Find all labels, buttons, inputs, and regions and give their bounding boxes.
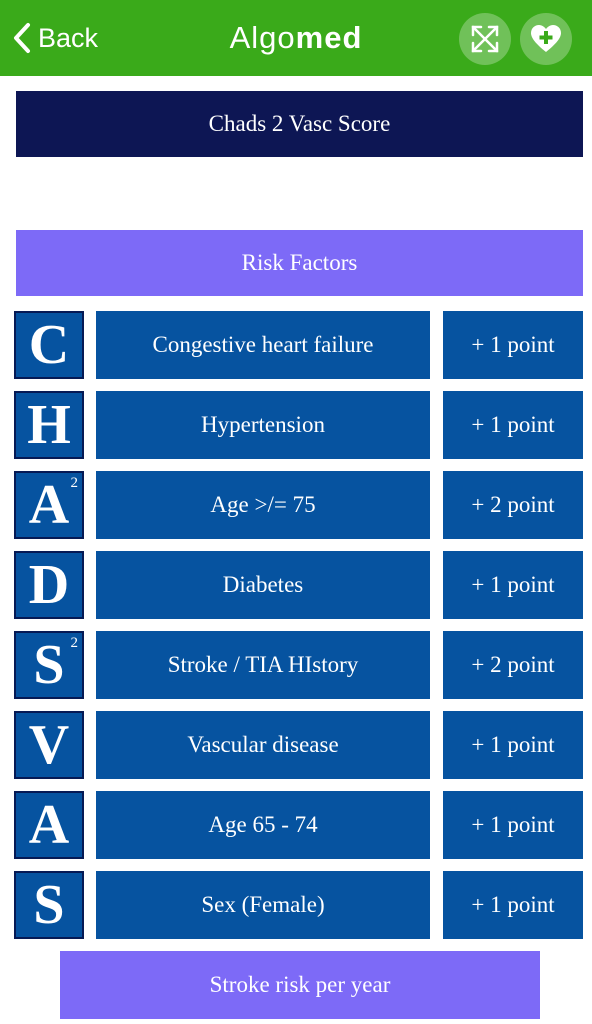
back-label: Back: [38, 22, 99, 53]
factor-button[interactable]: Age 65 - 74: [96, 791, 430, 859]
letter-text: D: [28, 554, 70, 616]
risk-row-hypertension: [0, 391, 592, 459]
letter-text: C: [28, 314, 70, 376]
letter-badge: [14, 631, 84, 699]
risk-row-diabetes: [0, 551, 592, 619]
letter-superscript: 2: [70, 635, 78, 651]
letter-badge: [14, 871, 84, 939]
letter-text: V: [28, 714, 70, 776]
risk-row-vascular-disease: [0, 711, 592, 779]
points-label: + 1 point: [443, 311, 583, 379]
chevron-left-icon: [12, 22, 32, 54]
letter-badge: [14, 791, 84, 859]
points-label: + 1 point: [443, 711, 583, 779]
points-label: + 2 point: [443, 471, 583, 539]
letter-badge: [14, 311, 84, 379]
points-label: + 1 point: [443, 391, 583, 459]
letter-text: H: [27, 394, 71, 456]
risk-row-sex-female: [0, 871, 592, 939]
factor-button[interactable]: Sex (Female): [96, 871, 430, 939]
brand-light: Algo: [229, 20, 296, 55]
brand-bold: med: [295, 20, 363, 55]
heart-plus-icon: [530, 24, 562, 54]
factor-button[interactable]: Stroke / TIA HIstory: [96, 631, 430, 699]
points-label: + 1 point: [443, 551, 583, 619]
risk-row-age-65-74: [0, 791, 592, 859]
risk-row-stroke-tia: [0, 631, 592, 699]
factor-button[interactable]: Hypertension: [96, 391, 430, 459]
factor-button[interactable]: Age >/= 75: [96, 471, 430, 539]
top-bar: [0, 0, 592, 76]
letter-text: A: [28, 474, 70, 536]
favorite-button[interactable]: [520, 13, 572, 65]
points-label: + 1 point: [443, 871, 583, 939]
letter-text: S: [33, 634, 65, 696]
letter-text: A: [28, 794, 70, 856]
points-label: + 1 point: [443, 791, 583, 859]
expand-button[interactable]: [459, 13, 511, 65]
risk-factors-header: Risk Factors: [16, 230, 583, 296]
page-title: Chads 2 Vasc Score: [16, 91, 583, 157]
risk-row-congestive-heart-failure: [0, 311, 592, 379]
letter-text: S: [33, 874, 65, 936]
letter-badge: [14, 391, 84, 459]
letter-badge: [14, 551, 84, 619]
points-label: + 2 point: [443, 631, 583, 699]
factor-button[interactable]: Congestive heart failure: [96, 311, 430, 379]
letter-badge: [14, 711, 84, 779]
letter-badge: [14, 471, 84, 539]
factor-button[interactable]: Vascular disease: [96, 711, 430, 779]
risk-row-age-75: [0, 471, 592, 539]
letter-superscript: 2: [70, 475, 78, 491]
factor-button[interactable]: Diabetes: [96, 551, 430, 619]
back-button[interactable]: [12, 18, 98, 58]
stroke-risk-button[interactable]: Stroke risk per year: [60, 951, 540, 1019]
expand-arrows-icon: [469, 23, 501, 55]
